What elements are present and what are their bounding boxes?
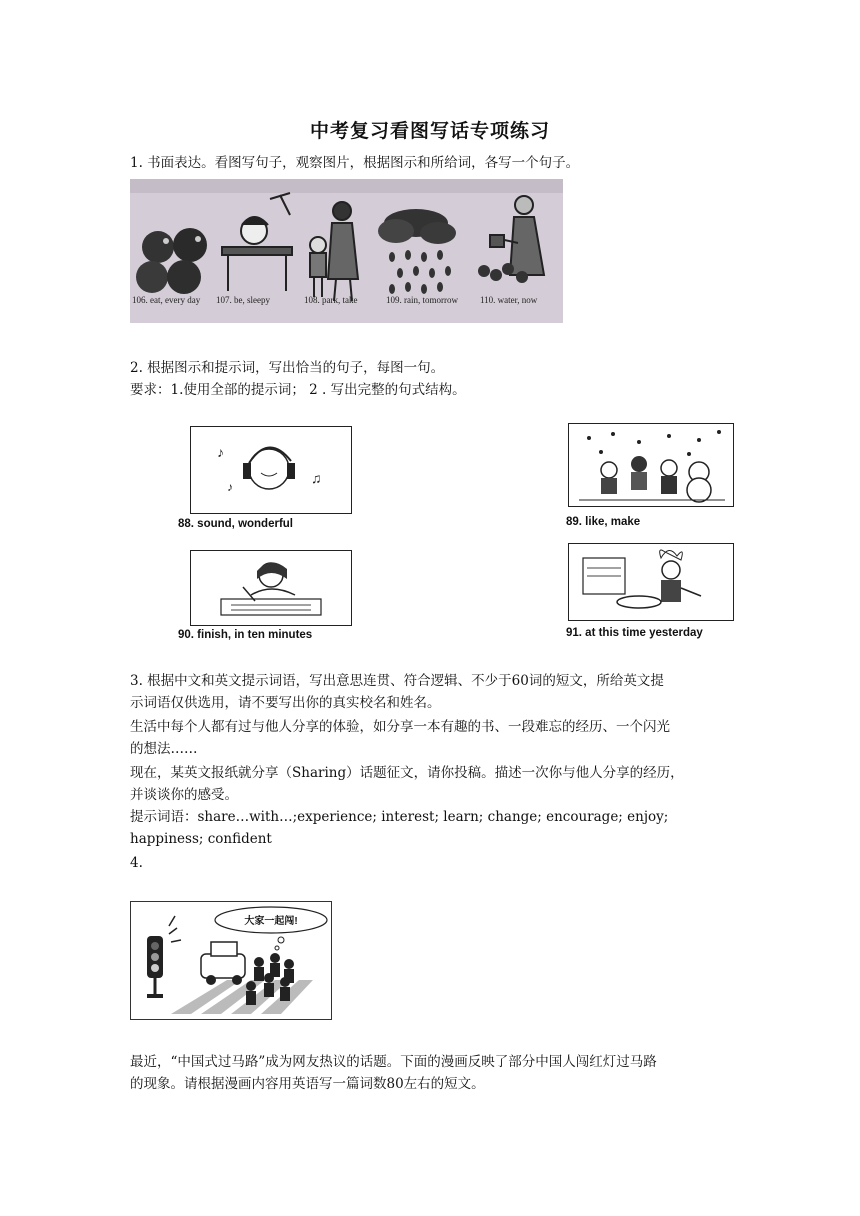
q3-line-2: 示词语仅供选用，请不要写出你的真实校名和姓名。 bbox=[130, 695, 441, 711]
svg-text:♪: ♪ bbox=[217, 444, 224, 460]
q2-caption-88: 88. sound, wonderful bbox=[178, 518, 294, 530]
q1-caption-107: 107. be, sleepy bbox=[216, 295, 270, 305]
q2-picture-89 bbox=[568, 423, 734, 507]
q1-instruction: 1. 书面表达。看图写句子，观察图片，根据图示和所给词，各写一个句子。 bbox=[130, 155, 580, 171]
q2-caption-91: 91. at this time yesterday bbox=[566, 627, 703, 639]
q2-picture-88 bbox=[190, 426, 352, 514]
q2-picture-91 bbox=[568, 543, 734, 621]
q2-picture-90 bbox=[190, 550, 352, 626]
q4-bubble-text: 大家一起闯! bbox=[244, 916, 298, 927]
svg-text:♫: ♫ bbox=[311, 470, 322, 486]
q4-line-1: 最近，“中国式过马路”成为网友热议的话题。下面的漫画反映了部分中国人闯红灯过马路 bbox=[130, 1054, 657, 1070]
q2-caption-89: 89. like, make bbox=[566, 516, 641, 528]
q1-caption-108: 108. park, take bbox=[304, 295, 358, 305]
q1-caption-109: 109. rain, tomorrow bbox=[386, 295, 458, 305]
q3-line-8: happiness; confident bbox=[130, 831, 272, 847]
page-title: 中考复习看图写话专项练习 bbox=[309, 120, 550, 142]
q1-caption-106: 106. eat, every day bbox=[132, 295, 201, 305]
q3-line-6: 并谈谈你的感受。 bbox=[130, 787, 238, 803]
q3-line-4: 的想法…… bbox=[130, 741, 198, 757]
q3-line-1: 3. 根据中文和英文提示词语，写出意思连贯、符合逻辑、不少于60词的短文，所给英文提 bbox=[130, 673, 664, 689]
q3-line-7: 提示词语：share…with…;experience; interest; learn; change; encourage; enjoy; bbox=[130, 809, 669, 825]
q2-caption-90: 90. finish, in ten minutes bbox=[178, 629, 313, 641]
q3-line-5: 现在，某英文报纸就分享（Sharing）话题征文，请你投稿。描述一次你与他人分享的经历， bbox=[130, 765, 684, 781]
q4-cartoon bbox=[130, 901, 332, 1020]
q2-requirement: 要求：1.使用全部的提示词； 2 . 写出完整的句式结构。 bbox=[130, 382, 466, 398]
q4-number: 4. bbox=[130, 855, 143, 871]
q4-line-2: 的现象。请根据漫画内容用英语写一篇词数80左右的短文。 bbox=[130, 1076, 485, 1092]
q1-caption-110: 110. water, now bbox=[480, 295, 538, 305]
q3-line-3: 生活中每个人都有过与他人分享的体验，如分享一本有趣的书、一段难忘的经历、一个闪光 bbox=[130, 719, 670, 735]
svg-text:♪: ♪ bbox=[227, 480, 233, 494]
q1-picture-strip bbox=[130, 179, 563, 323]
q2-instruction: 2. 根据图示和提示词，写出恰当的句子，每图一句。 bbox=[130, 360, 445, 376]
